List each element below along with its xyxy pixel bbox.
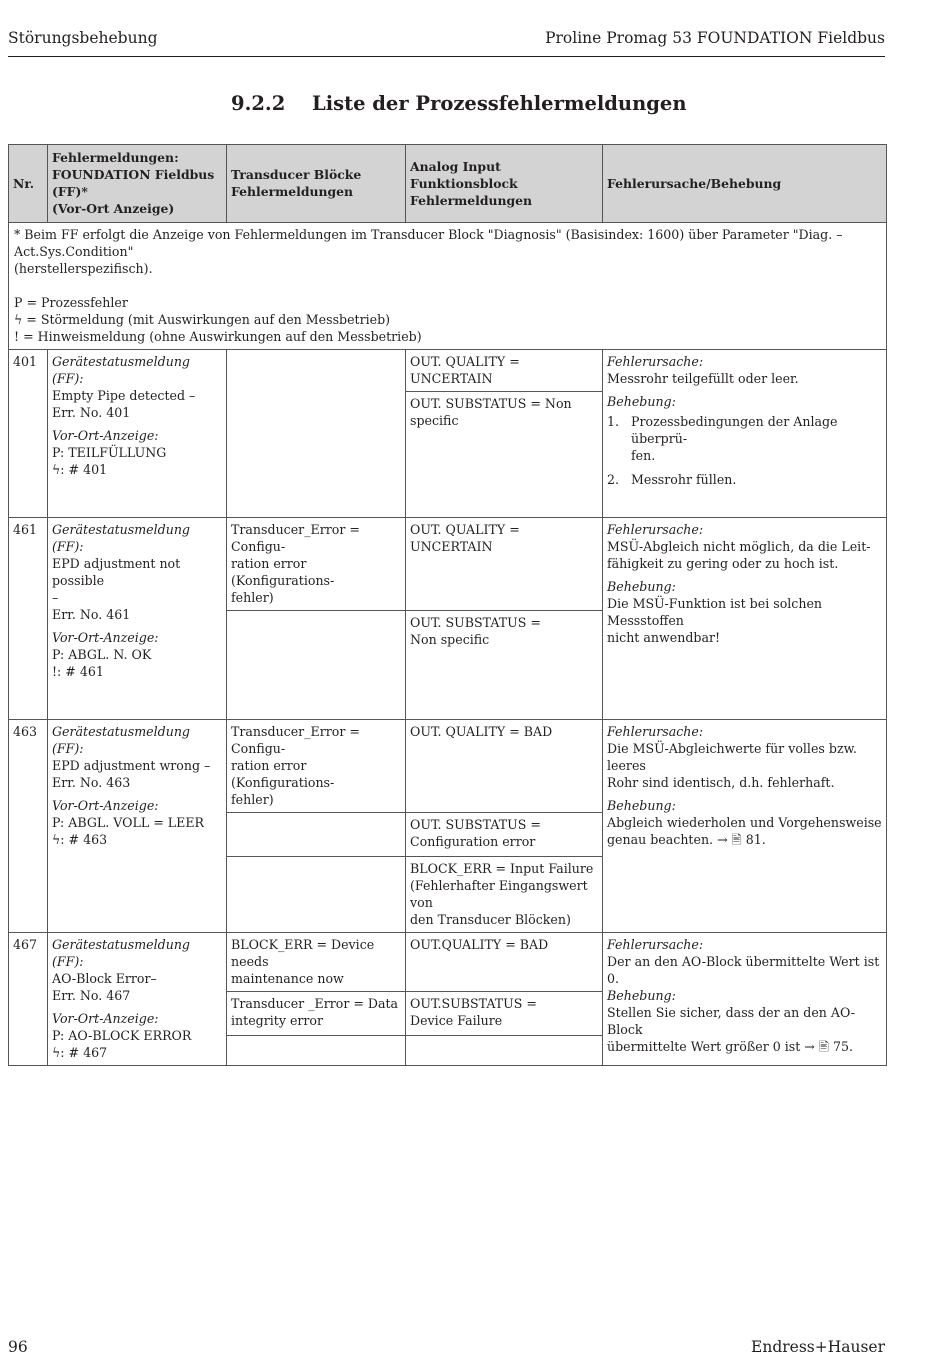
analog-input-cell: OUT. SUBSTATUS = Configuration error (406, 813, 603, 857)
table-footnote: * Beim FF erfolgt die Anzeige von Fehlermeldungen im Transducer Block "Diagnosis" (Basisindex: 1600) über Parameter "Diag. – Act.Sys.Condition" (herstellerspezifisch). P = Prozessfehler ϟ = Störmeldung (mit Auswirkungen auf den Messbetrieb) ! = Hinweismeldung (ohne Auswirkungen auf den Messbetrieb) (9, 223, 887, 350)
analog-input-cell: OUT. QUALITY = UNCERTAIN (406, 518, 603, 611)
remedy-steps (607, 413, 882, 488)
row-number: 461 (9, 518, 48, 720)
transducer-cell: Transducer _Error = Data integrity error (227, 992, 406, 1036)
cause-remedy-cell: Fehlerursache: Messrohr teilgefüllt oder leer. Behebung: 1. Prozessbedingungen der Anlage überprü- fen. 2. Messrohr füllen. (603, 350, 887, 518)
table-row (9, 720, 887, 813)
analog-input-cell: OUT.QUALITY = BAD (406, 933, 603, 992)
section-number: 9.2.2 (231, 92, 286, 115)
legend-process: P = Prozessfehler (14, 295, 128, 310)
table-row (9, 518, 887, 611)
column-header-analog-input: Analog Input Funktionsblock Fehlermeldungen (406, 145, 603, 223)
table-note-row (9, 223, 887, 350)
page-number: 96 (8, 1338, 28, 1356)
table-row (9, 933, 887, 992)
ff-message-cell: Gerätestatusmeldung (FF): Empty Pipe detected – Err. No. 401 Vor-Ort-Anzeige: P: TEILFÜLLUNG ϟ: # 401 (48, 350, 227, 518)
table-header-row (9, 145, 887, 223)
transducer-cell: Transducer_Error = Configu- ration error (Konfigurations- fehler) (227, 720, 406, 813)
ff-message-cell: Gerätestatusmeldung (FF): EPD adjustment not possible – Err. No. 461 Vor-Ort-Anzeige: P: ABGL. N. OK !: # 461 (48, 518, 227, 720)
brand-name: Endress+Hauser (751, 1338, 885, 1356)
transducer-cell (227, 611, 406, 720)
transducer-cell (227, 813, 406, 857)
analog-input-cell: BLOCK_ERR = Input Failure (Fehlerhafter Eingangswert von den Transducer Blöcken) (406, 857, 603, 933)
column-header-cause: Fehlerursache/Behebung (603, 145, 887, 223)
legend-failure: ϟ = Störmeldung (mit Auswirkungen auf den Messbetrieb) (14, 312, 391, 327)
section-title: Liste der Prozessfehlermeldungen (312, 92, 687, 115)
cause-remedy-cell: Fehlerursache: Die MSÜ-Abgleichwerte für volles bzw. leeres Rohr sind identisch, d.h. fehlerhaft. Behebung: Abgleich wiederholen und Vorgehensweise genau beachten. → 🖹 81. (603, 720, 887, 933)
transducer-cell: Transducer_Error = Configu- ration error (Konfigurations- fehler) (227, 518, 406, 611)
analog-input-cell: OUT. QUALITY = UNCERTAIN (406, 350, 603, 392)
transducer-cell (227, 857, 406, 933)
analog-input-cell: OUT. SUBSTATUS = Non specific (406, 392, 603, 518)
error-table (8, 144, 887, 1066)
list-item: 2. Messrohr füllen. (607, 472, 737, 487)
row-number: 463 (9, 720, 48, 933)
ff-message-cell: Gerätestatusmeldung (FF): EPD adjustment wrong – Err. No. 463 Vor-Ort-Anzeige: P: ABGL. VOLL = LEER ϟ: # 463 (48, 720, 227, 933)
ff-message-cell: Gerätestatusmeldung (FF): AO-Block Error– Err. No. 467 Vor-Ort-Anzeige: P: AO-BLOCK ERROR ϟ: # 467 (48, 933, 227, 1066)
analog-input-cell: OUT. SUBSTATUS = Non specific (406, 611, 603, 720)
row-number: 467 (9, 933, 48, 1066)
cause-remedy-cell: Fehlerursache: MSÜ-Abgleich nicht möglich, da die Leit- fähigkeit zu gering oder zu hoch ist. Behebung: Die MSÜ-Funktion ist bei solchen Messstoffen nicht anwendbar! (603, 518, 887, 720)
table-row (9, 350, 887, 392)
analog-input-cell (406, 1036, 603, 1066)
analog-input-cell: OUT.SUBSTATUS = Device Failure (406, 992, 603, 1036)
column-header-nr: Nr. (9, 145, 48, 223)
transducer-cell (227, 350, 406, 518)
list-item: 1. Prozessbedingungen der Anlage überprü- fen. (607, 414, 838, 463)
analog-input-cell: OUT. QUALITY = BAD (406, 720, 603, 813)
running-header (8, 26, 885, 57)
section-heading (231, 92, 687, 115)
chapter-title: Störungsbehebung (8, 29, 158, 47)
column-header-ff: Fehlermeldungen: FOUNDATION Fieldbus (FF)* (Vor-Ort Anzeige) (48, 145, 227, 223)
cause-remedy-cell: Fehlerursache: Der an den AO-Block übermittelte Wert ist 0. Behebung: Stellen Sie sicher, dass der an den AO-Block übermittelte Wert größer 0 ist → 🖹 75. (603, 933, 887, 1066)
row-number: 401 (9, 350, 48, 518)
legend-notice: ! = Hinweismeldung (ohne Auswirkungen auf den Messbetrieb) (14, 329, 422, 344)
transducer-cell (227, 1036, 406, 1066)
product-title: Proline Promag 53 FOUNDATION Fieldbus (545, 29, 885, 47)
transducer-cell: BLOCK_ERR = Device needs maintenance now (227, 933, 406, 992)
column-header-transducer: Transducer Blöcke Fehlermeldungen (227, 145, 406, 223)
